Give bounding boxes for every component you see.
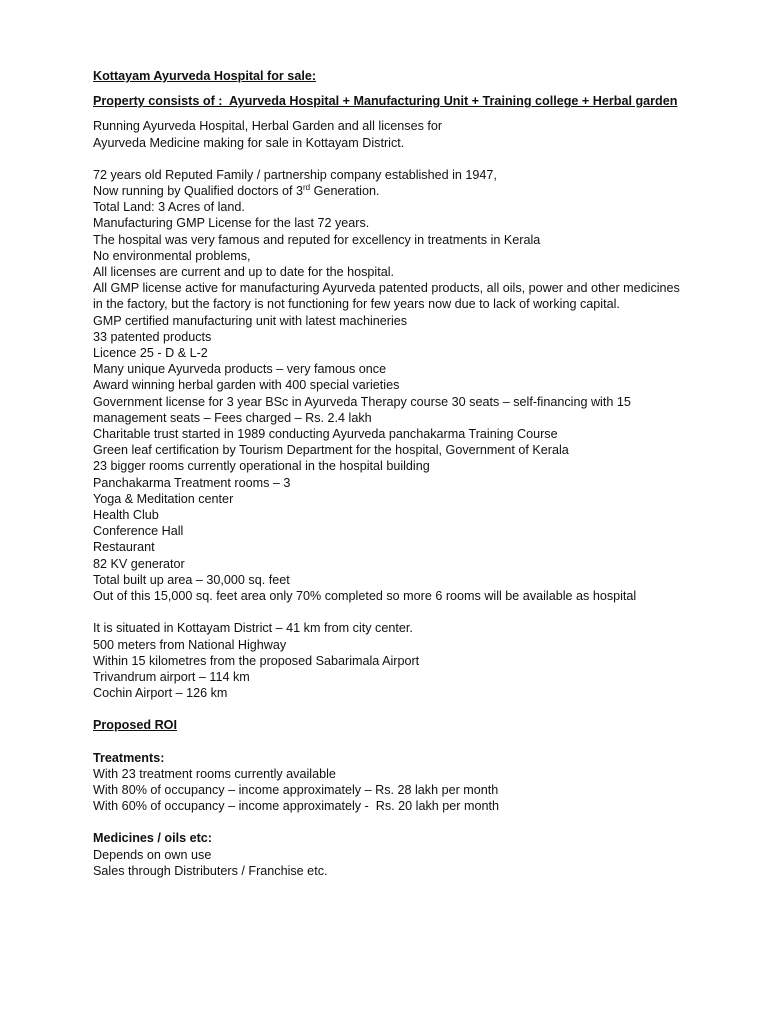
- spacer: [93, 814, 733, 830]
- spacer: [93, 701, 733, 717]
- spacer: [93, 84, 733, 93]
- detail-line: Award winning herbal garden with 400 special varieties: [93, 378, 400, 393]
- details-list: [93, 167, 733, 604]
- document-title: Kottayam Ayurveda Hospital for sale:: [93, 69, 317, 83]
- treatments-line: With 23 treatment rooms currently available: [93, 766, 336, 781]
- detail-line: All licenses are current and up to date for the hospital.: [93, 265, 395, 280]
- detail-line: Yoga & Meditation center: [93, 491, 234, 506]
- location-line: Trivandrum airport – 114 km: [93, 669, 250, 684]
- detail-line: 23 bigger rooms currently operational in the hospital building: [93, 459, 430, 474]
- detail-line: Health Club: [93, 508, 159, 523]
- detail-line: Total Land: 3 Acres of land.: [93, 200, 245, 215]
- location-line: Cochin Airport – 126 km: [93, 686, 228, 701]
- property-summary: Property consists of : Ayurveda Hospital + Manufacturing Unit + Training college + Herbal garden: [93, 94, 678, 109]
- roi-heading: Proposed ROI: [93, 718, 177, 733]
- treatments-section: [93, 750, 733, 815]
- medicines-heading: Medicines / oils etc:: [93, 831, 212, 846]
- detail-line: Out of this 15,000 sq. feet area only 70% completed so more 6 rooms will be available as hospital: [93, 589, 637, 604]
- document-page: [93, 68, 733, 879]
- detail-line: Conference Hall: [93, 524, 184, 539]
- medicines-line: Depends on own use: [93, 847, 212, 862]
- generation-line: [93, 183, 733, 199]
- generation-text: Now running by Qualified doctors of 3: [93, 184, 304, 199]
- spacer: [93, 604, 733, 620]
- details-intro: 72 years old Reputed Family / partnership company established in 1947,: [93, 167, 497, 182]
- spacer: [93, 109, 733, 118]
- generation-text-end: Generation.: [310, 184, 380, 199]
- intro-paragraph: [93, 118, 733, 150]
- detail-line: 33 patented products: [93, 329, 212, 344]
- treatments-heading: Treatments:: [93, 750, 165, 765]
- detail-line: Restaurant: [93, 540, 155, 555]
- location-line: 500 meters from National Highway: [93, 637, 287, 652]
- spacer: [93, 734, 733, 750]
- detail-line: Panchakarma Treatment rooms – 3: [93, 475, 291, 490]
- spacer: [93, 151, 733, 167]
- detail-line: Charitable trust started in 1989 conducting Ayurveda panchakarma Training Course: [93, 427, 558, 442]
- intro-line: Running Ayurveda Hospital, Herbal Garden and all licenses for: [93, 119, 443, 134]
- detail-line: The hospital was very famous and reputed for excellency in treatments in Kerala: [93, 232, 541, 247]
- medicines-section: [93, 830, 733, 879]
- location-list: [93, 620, 733, 701]
- detail-line: Many unique Ayurveda products – very famous once: [93, 362, 387, 377]
- detail-line: Green leaf certification by Tourism Department for the hospital, Government of Kerala: [93, 443, 569, 458]
- detail-line: GMP certified manufacturing unit with latest machineries: [93, 313, 408, 328]
- detail-line: No environmental problems,: [93, 248, 251, 263]
- location-line: It is situated in Kottayam District – 41 km from city center.: [93, 621, 413, 636]
- detail-line: Licence 25 - D & L-2: [93, 346, 208, 361]
- generation-superscript: rd: [303, 182, 311, 192]
- detail-line: 82 KV generator: [93, 556, 185, 571]
- location-line: Within 15 kilometres from the proposed Sabarimala Airport: [93, 653, 420, 668]
- detail-line: All GMP license active for manufacturing Ayurveda patented products, all oils, power and other medicines in the factory, but the factory is not functioning for few years now due to lack of working capital.: [93, 281, 680, 312]
- treatments-line: With 60% of occupancy – income approximately - Rs. 20 lakh per month: [93, 799, 499, 814]
- detail-line: Manufacturing GMP License for the last 72 years.: [93, 216, 370, 231]
- treatments-line: With 80% of occupancy – income approximately – Rs. 28 lakh per month: [93, 782, 499, 797]
- intro-line: Ayurveda Medicine making for sale in Kottayam District.: [93, 135, 405, 150]
- detail-line: Total built up area – 30,000 sq. feet: [93, 572, 290, 587]
- detail-line: Government license for 3 year BSc in Ayurveda Therapy course 30 seats – self-financing with 15 management seats – Fees charged – Rs. 2.4 lakh: [93, 394, 631, 425]
- medicines-line: Sales through Distributers / Franchise etc.: [93, 863, 328, 878]
